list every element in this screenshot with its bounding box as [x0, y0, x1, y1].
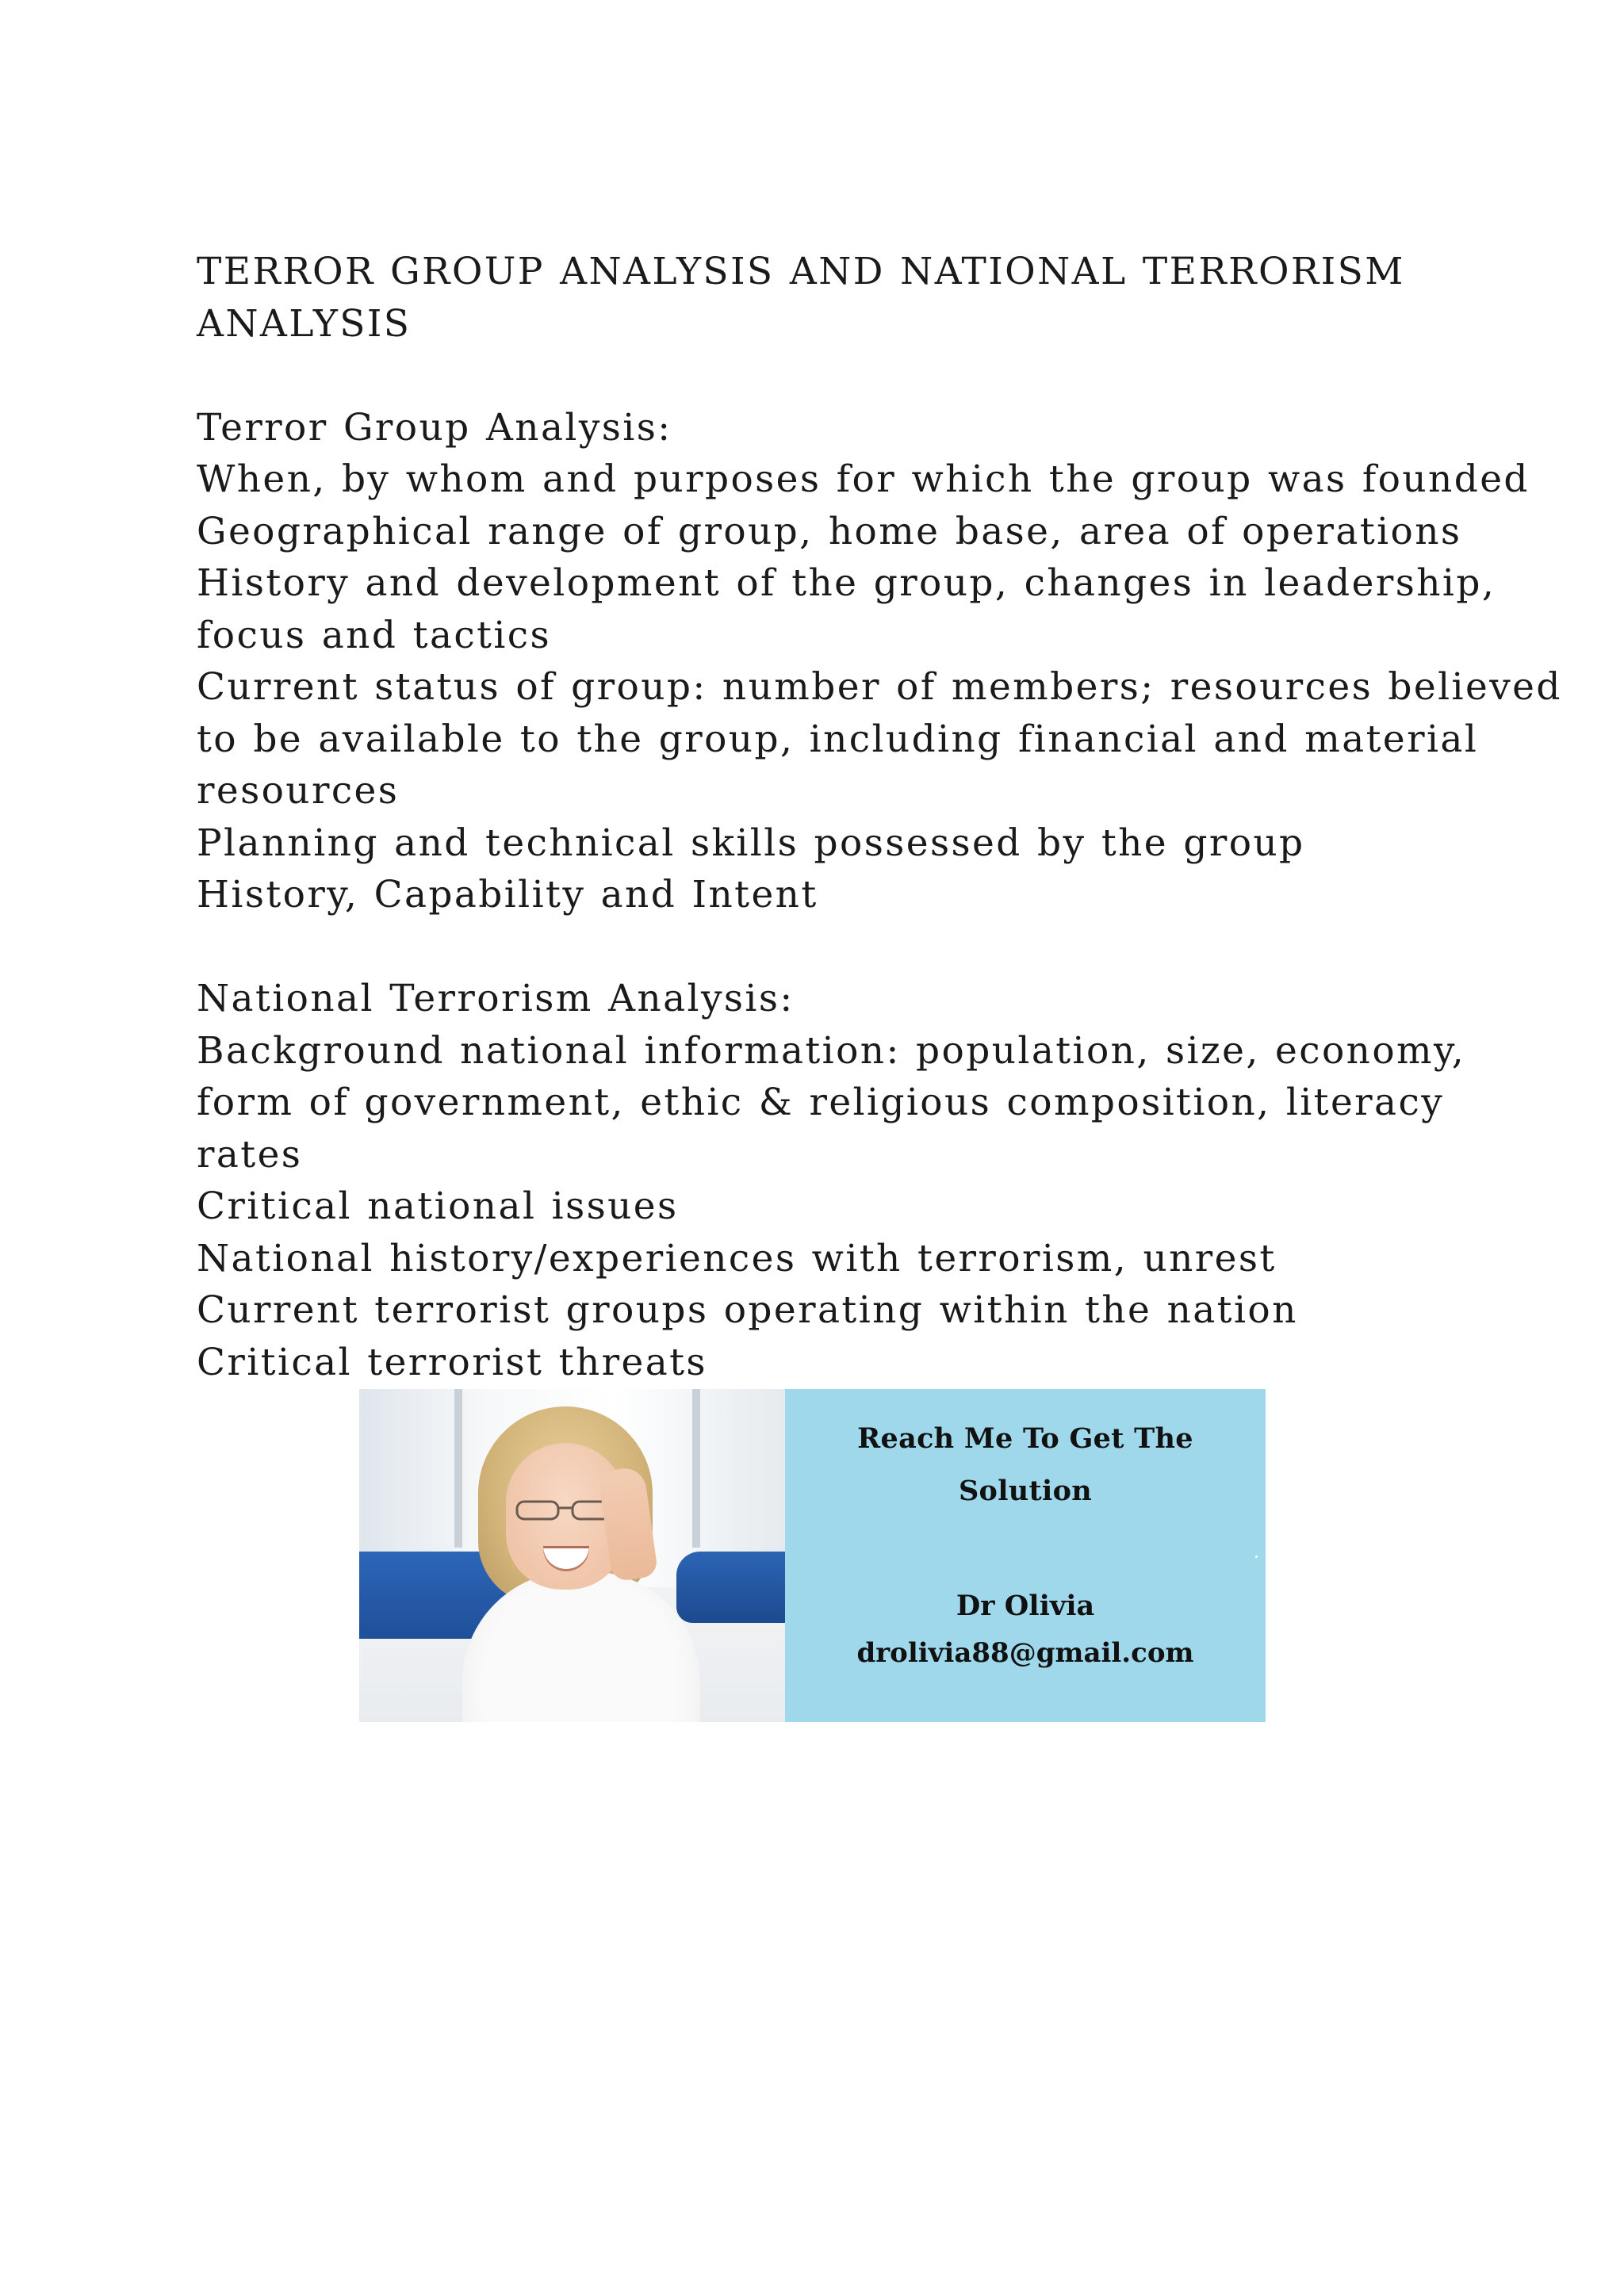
contact-email: drolivia88@gmail.com [856, 1637, 1194, 1669]
document-body [197, 246, 1562, 1388]
window-frame [454, 1389, 462, 1548]
speck [1255, 1556, 1258, 1558]
paragraph-spacer [197, 921, 1434, 974]
section1-line: History, Capability and Intent [197, 873, 818, 916]
section1-line: focus and tactics [197, 613, 552, 657]
banner-headline-line-2: Solution [958, 1475, 1093, 1507]
section1-line: History and development of the group, changes in leadership, [197, 561, 1496, 605]
section2-line: Background national information: population, size, economy, [197, 1028, 1466, 1073]
section2-line: National history/experiences with terrorism, unrest [197, 1236, 1277, 1280]
section1-line: Planning and technical skills possessed by the group [197, 821, 1305, 865]
section2-line: Current terrorist groups operating within the nation [197, 1288, 1298, 1332]
contact-banner [359, 1389, 1266, 1722]
section2-line: rates [197, 1132, 303, 1177]
woman-photo [359, 1389, 785, 1722]
banner-headline [785, 1413, 1266, 1517]
banner-headline-line-1: Reach Me To Get The [857, 1422, 1193, 1455]
section2-line: Critical national issues [197, 1184, 679, 1228]
section1-line: When, by whom and purposes for which the group was founded [197, 457, 1530, 501]
section1-line: resources [197, 769, 400, 813]
section1-line: Geographical range of group, home base, area of operations [197, 509, 1462, 553]
paragraph-spacer [197, 350, 1434, 402]
section1-line: to be available to the group, including financial and material [197, 717, 1479, 761]
chair-right [676, 1552, 785, 1623]
window-frame [692, 1389, 700, 1548]
section1-line: Current status of group: number of members; resources believed [197, 665, 1562, 709]
contact-name: Dr Olivia [956, 1590, 1095, 1622]
section-heading-terror-group: Terror Group Analysis: [197, 405, 672, 450]
contact-info-panel [785, 1389, 1266, 1722]
section2-line: form of government, ethic & religious composition, literacy [197, 1081, 1445, 1124]
document-title-line-2: ANALYSIS [197, 301, 412, 346]
section-heading-national-terrorism: National Terrorism Analysis: [197, 977, 795, 1020]
section2-line: Critical terrorist threats [197, 1340, 707, 1384]
document-title-line-1: TERROR GROUP ANALYSIS AND NATIONAL TERRORISM [197, 250, 1405, 293]
